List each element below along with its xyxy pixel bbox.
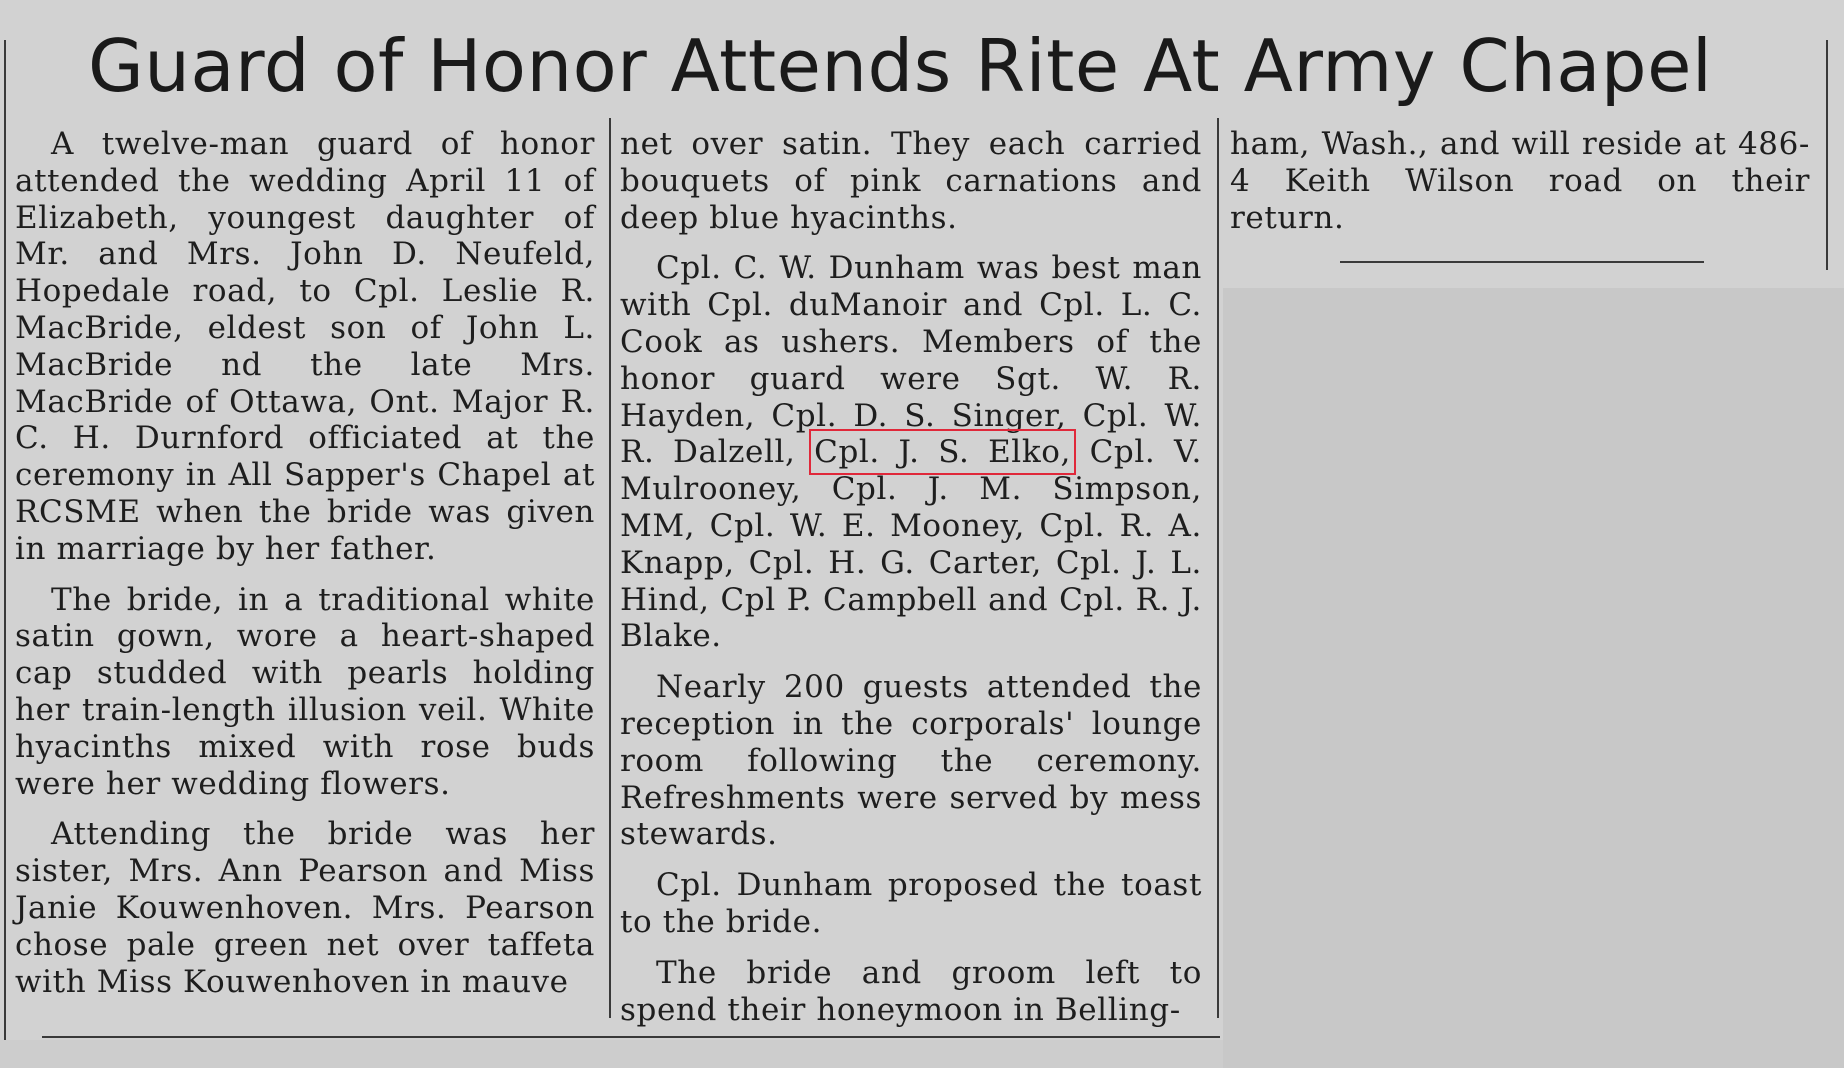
column-divider-1	[609, 118, 611, 1018]
left-edge-rule	[4, 40, 6, 1040]
paragraph: The bride, in a traditional white satin gown, wore a heart-shaped cap studded with pearls holding her train-length illusion veil. White hyacinths mixed with rose buds were her wedding flowers.	[15, 581, 595, 802]
paragraph: Cpl. Dunham proposed the toast to the bride.	[620, 867, 1202, 940]
bottom-strip	[0, 1040, 1223, 1068]
blank-area	[1223, 288, 1844, 1068]
paragraph-honor-guard	[620, 250, 1202, 655]
right-edge-rule	[1826, 40, 1828, 270]
article-headline: Guard of Honor Attends Rite At Army Chapel	[88, 24, 1713, 108]
column-3	[1230, 126, 1810, 250]
paragraph: A twelve-man guard of honor attended the wedding April 11 of Elizabeth, youngest daughter of Mr. and Mrs. John D. Neufeld, Hopedale road, to Cpl. Leslie R. MacBride, eldest son of John L. MacBride nd the late Mrs. MacBride of Ottawa, Ont. Major R. C. H. Durnford officiated at the ceremony in All Sapper's Chapel at RCSME when the bride was given in marriage by her father.	[15, 126, 595, 567]
column-1	[15, 126, 595, 1014]
end-of-article-rule	[1340, 261, 1704, 263]
paragraph-continued: net over satin. They each carried bouquets of pink carnations and deep blue hyacinths.	[620, 126, 1202, 236]
paragraph: Attending the bride was her sister, Mrs. Ann Pearson and Miss Janie Kouwenhoven. Mrs. Pearson chose pale green net over taffeta with Miss Kouwenhoven in mauve	[15, 816, 595, 1000]
column-2	[620, 126, 1202, 1042]
paragraph-text: Cpl. C. W. Dunham was best man with Cpl. duManoir and Cpl. L. C. Cook as ushers. Members of the honor guard were Sgt. W. R. Hayden, Cpl. D. S. Singer, Cpl. W. R. Dalzell,	[620, 250, 1202, 471]
highlighted-name: Cpl. J. S. Elko,	[814, 434, 1071, 471]
paragraph-text: Cpl. V. Mulrooney, Cpl. J. M. Simpson, MM, Cpl. W. E. Mooney, Cpl. R. A. Knapp, Cpl. H. G. Carter, Cpl. J. L. Hind, Cpl P. Campbell and Cpl. R. J. Blake.	[620, 434, 1203, 655]
column-divider-2	[1217, 118, 1219, 1018]
paragraph: The bride and groom left to spend their honeymoon in Belling-	[620, 954, 1202, 1028]
paragraph: Nearly 200 guests attended the reception in the corporals' lounge room following the ceremony. Refreshments were served by mess stewards.	[620, 669, 1202, 853]
paragraph-continued: ham, Wash., and will reside at 486-4 Keith Wilson road on their return.	[1230, 126, 1810, 236]
